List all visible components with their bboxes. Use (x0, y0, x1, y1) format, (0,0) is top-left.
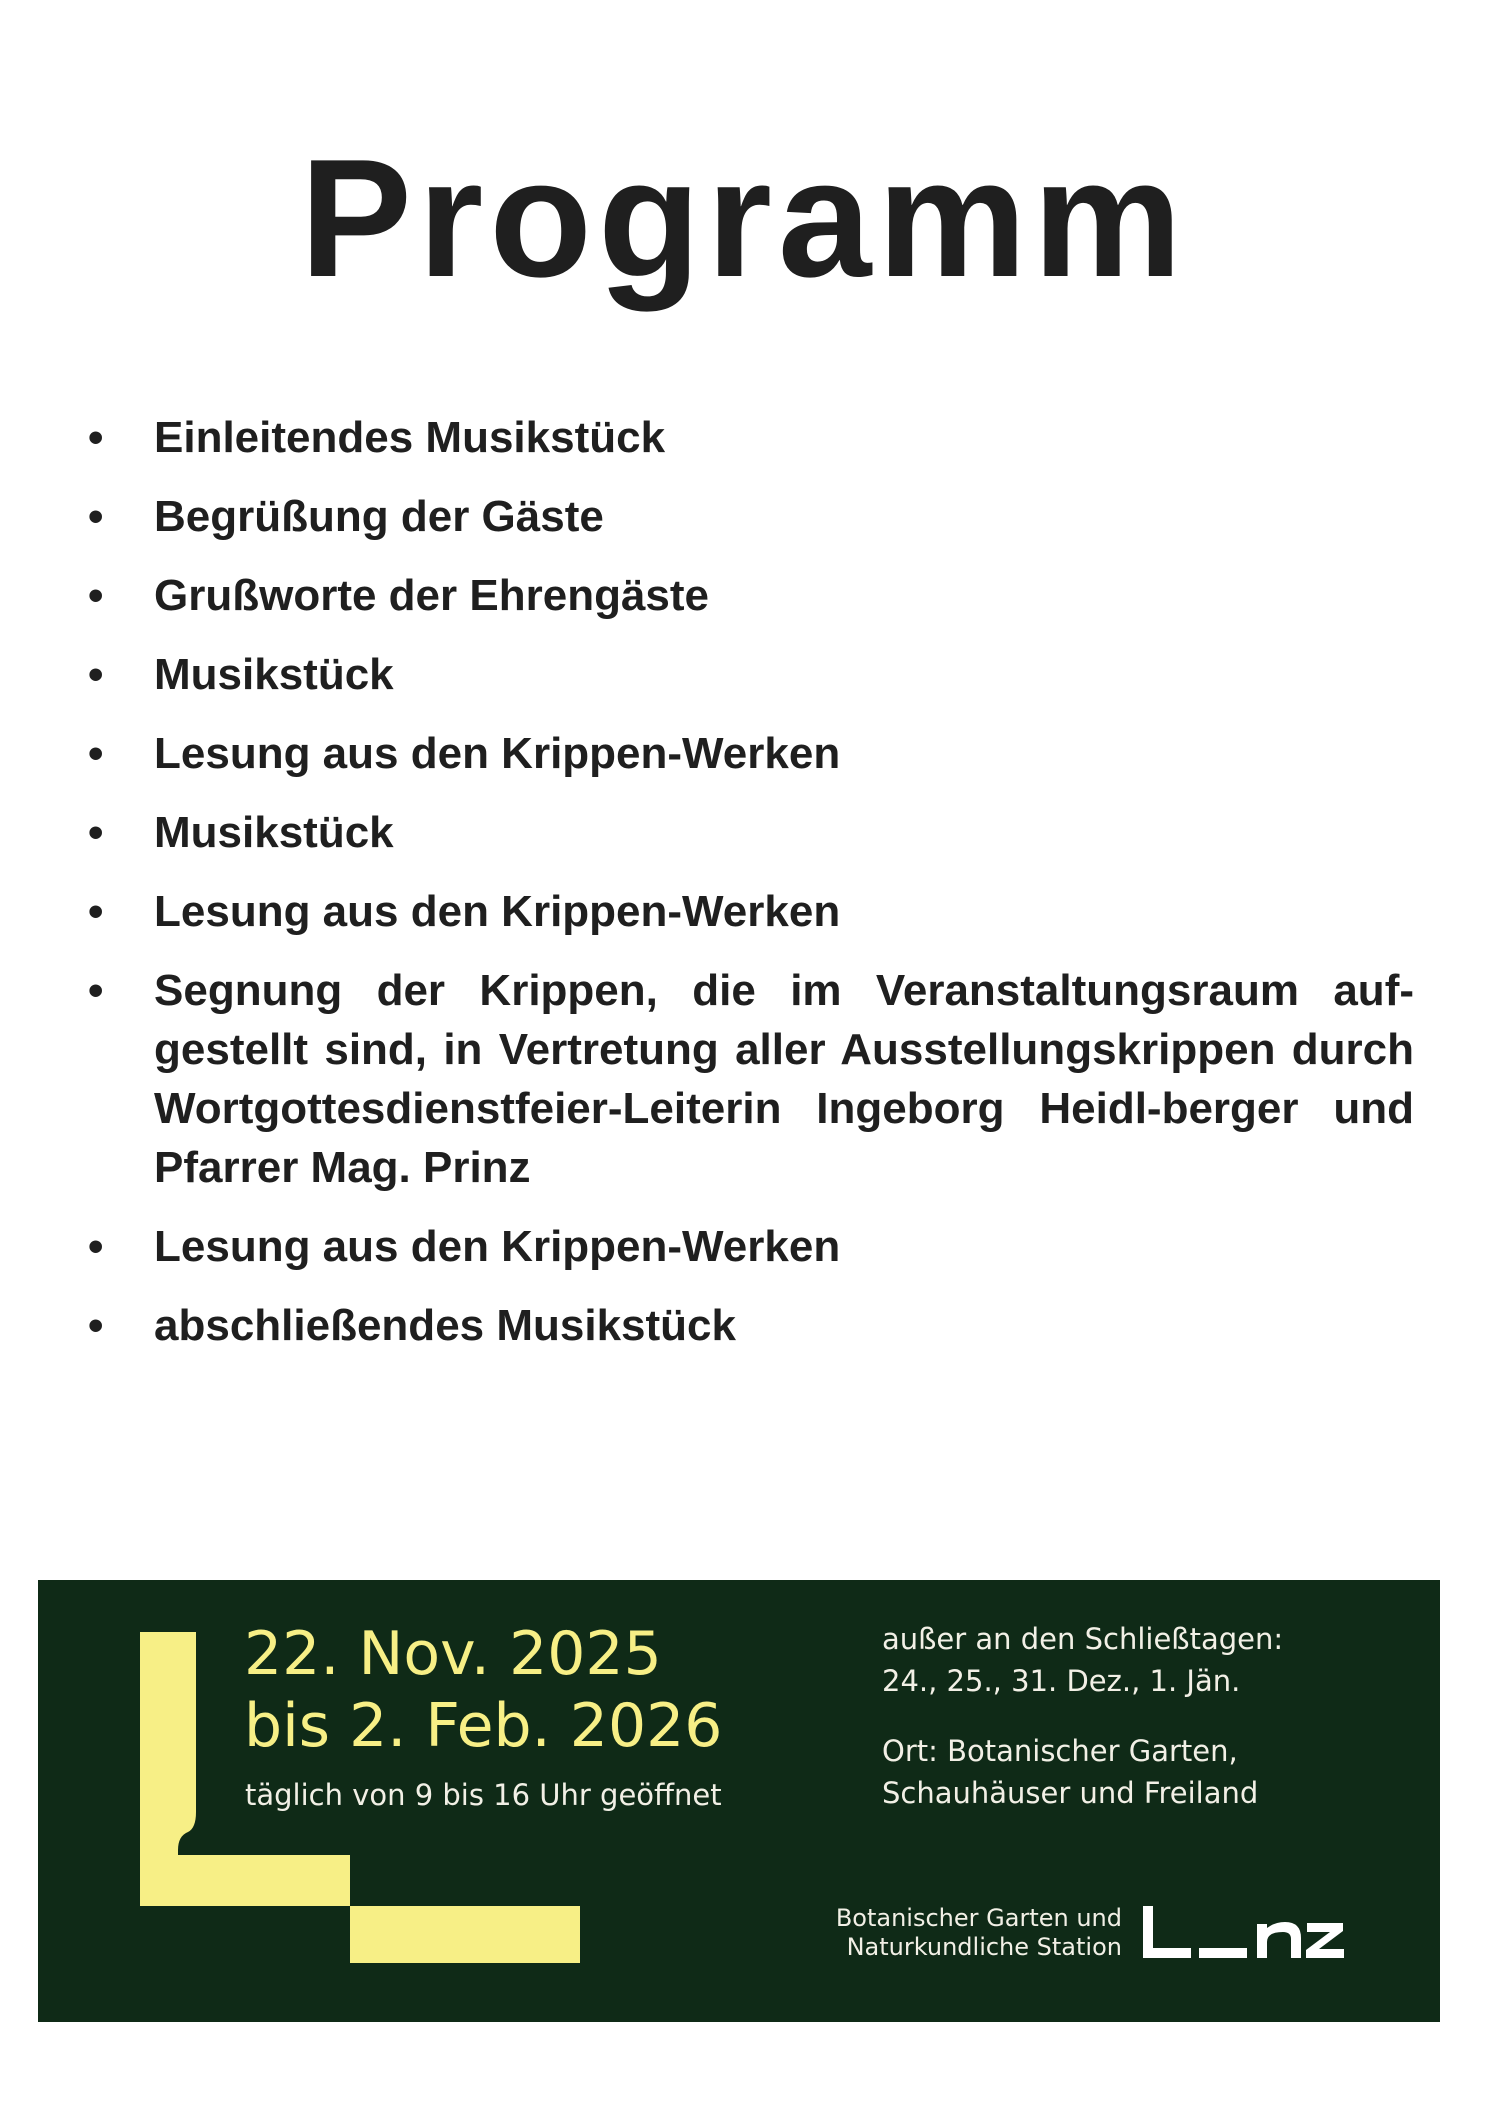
closing-days (882, 1618, 1283, 1702)
list-item-text: Musikstück (154, 650, 394, 699)
list-item-text: Lesung aus den Krippen-Werken (154, 729, 841, 778)
list-item (86, 1217, 1406, 1276)
list-item (86, 724, 1406, 783)
list-item (86, 961, 1414, 1197)
location-line1: Ort: Botanischer Garten, (882, 1734, 1238, 1768)
list-item (86, 803, 1406, 862)
list-item (86, 487, 1406, 546)
bullet: • (88, 492, 104, 541)
date-range (244, 1618, 722, 1762)
list-item-text: Einleitendes Musikstück (154, 413, 666, 462)
date-start: 22. Nov. 2025 (244, 1619, 662, 1689)
program-list (86, 408, 1414, 1375)
bullet: • (88, 887, 104, 936)
bullet: • (88, 571, 104, 620)
bullet: • (88, 1301, 104, 1350)
organization-line2: Naturkundliche Station (846, 1933, 1122, 1961)
bullet: • (88, 729, 104, 778)
date-end: bis 2. Feb. 2026 (244, 1691, 723, 1761)
info-banner (38, 1580, 1440, 2022)
bullet: • (88, 808, 104, 857)
list-item-text: Musikstück (154, 808, 394, 857)
organization-name (836, 1904, 1122, 1962)
location-line2: Schauhäuser und Freiland (882, 1776, 1259, 1810)
bullet: • (88, 650, 104, 699)
closing-days-label: außer an den Schließtagen: (882, 1622, 1284, 1656)
list-item-text: Segnung der Krippen, die im Veranstaltungsraum auf-gestellt sind, in Vertretung aller Ausstellungskrippen durch Wortgottesdienstfeier-Leiterin Ingeborg Heidl-berger und Pfarrer Mag. Prinz (154, 966, 1414, 1192)
linz-logo-icon (1139, 1902, 1349, 1962)
page-title: Programm (299, 124, 1189, 312)
list-item-text: Lesung aus den Krippen-Werken (154, 1222, 841, 1271)
list-item (86, 882, 1406, 941)
bullet: • (88, 966, 104, 1015)
list-item-text: Begrüßung der Gäste (154, 492, 604, 541)
closing-days-dates: 24., 25., 31. Dez., 1. Jän. (882, 1664, 1241, 1698)
organization-line1: Botanischer Garten und (835, 1904, 1122, 1932)
location (882, 1730, 1258, 1814)
list-item-text: abschließendes Musikstück (154, 1301, 736, 1350)
list-item (86, 408, 1406, 467)
list-item (86, 1296, 1406, 1355)
list-item (86, 645, 1406, 704)
opening-hours: täglich von 9 bis 16 Uhr geöffnet (245, 1778, 722, 1812)
list-item-text: Lesung aus den Krippen-Werken (154, 887, 841, 936)
l-shape-step (350, 1906, 580, 1963)
list-item-text: Grußworte der Ehrengäste (154, 571, 710, 620)
list-item (86, 566, 1406, 625)
bullet: • (88, 1222, 104, 1271)
bullet: • (88, 413, 104, 462)
